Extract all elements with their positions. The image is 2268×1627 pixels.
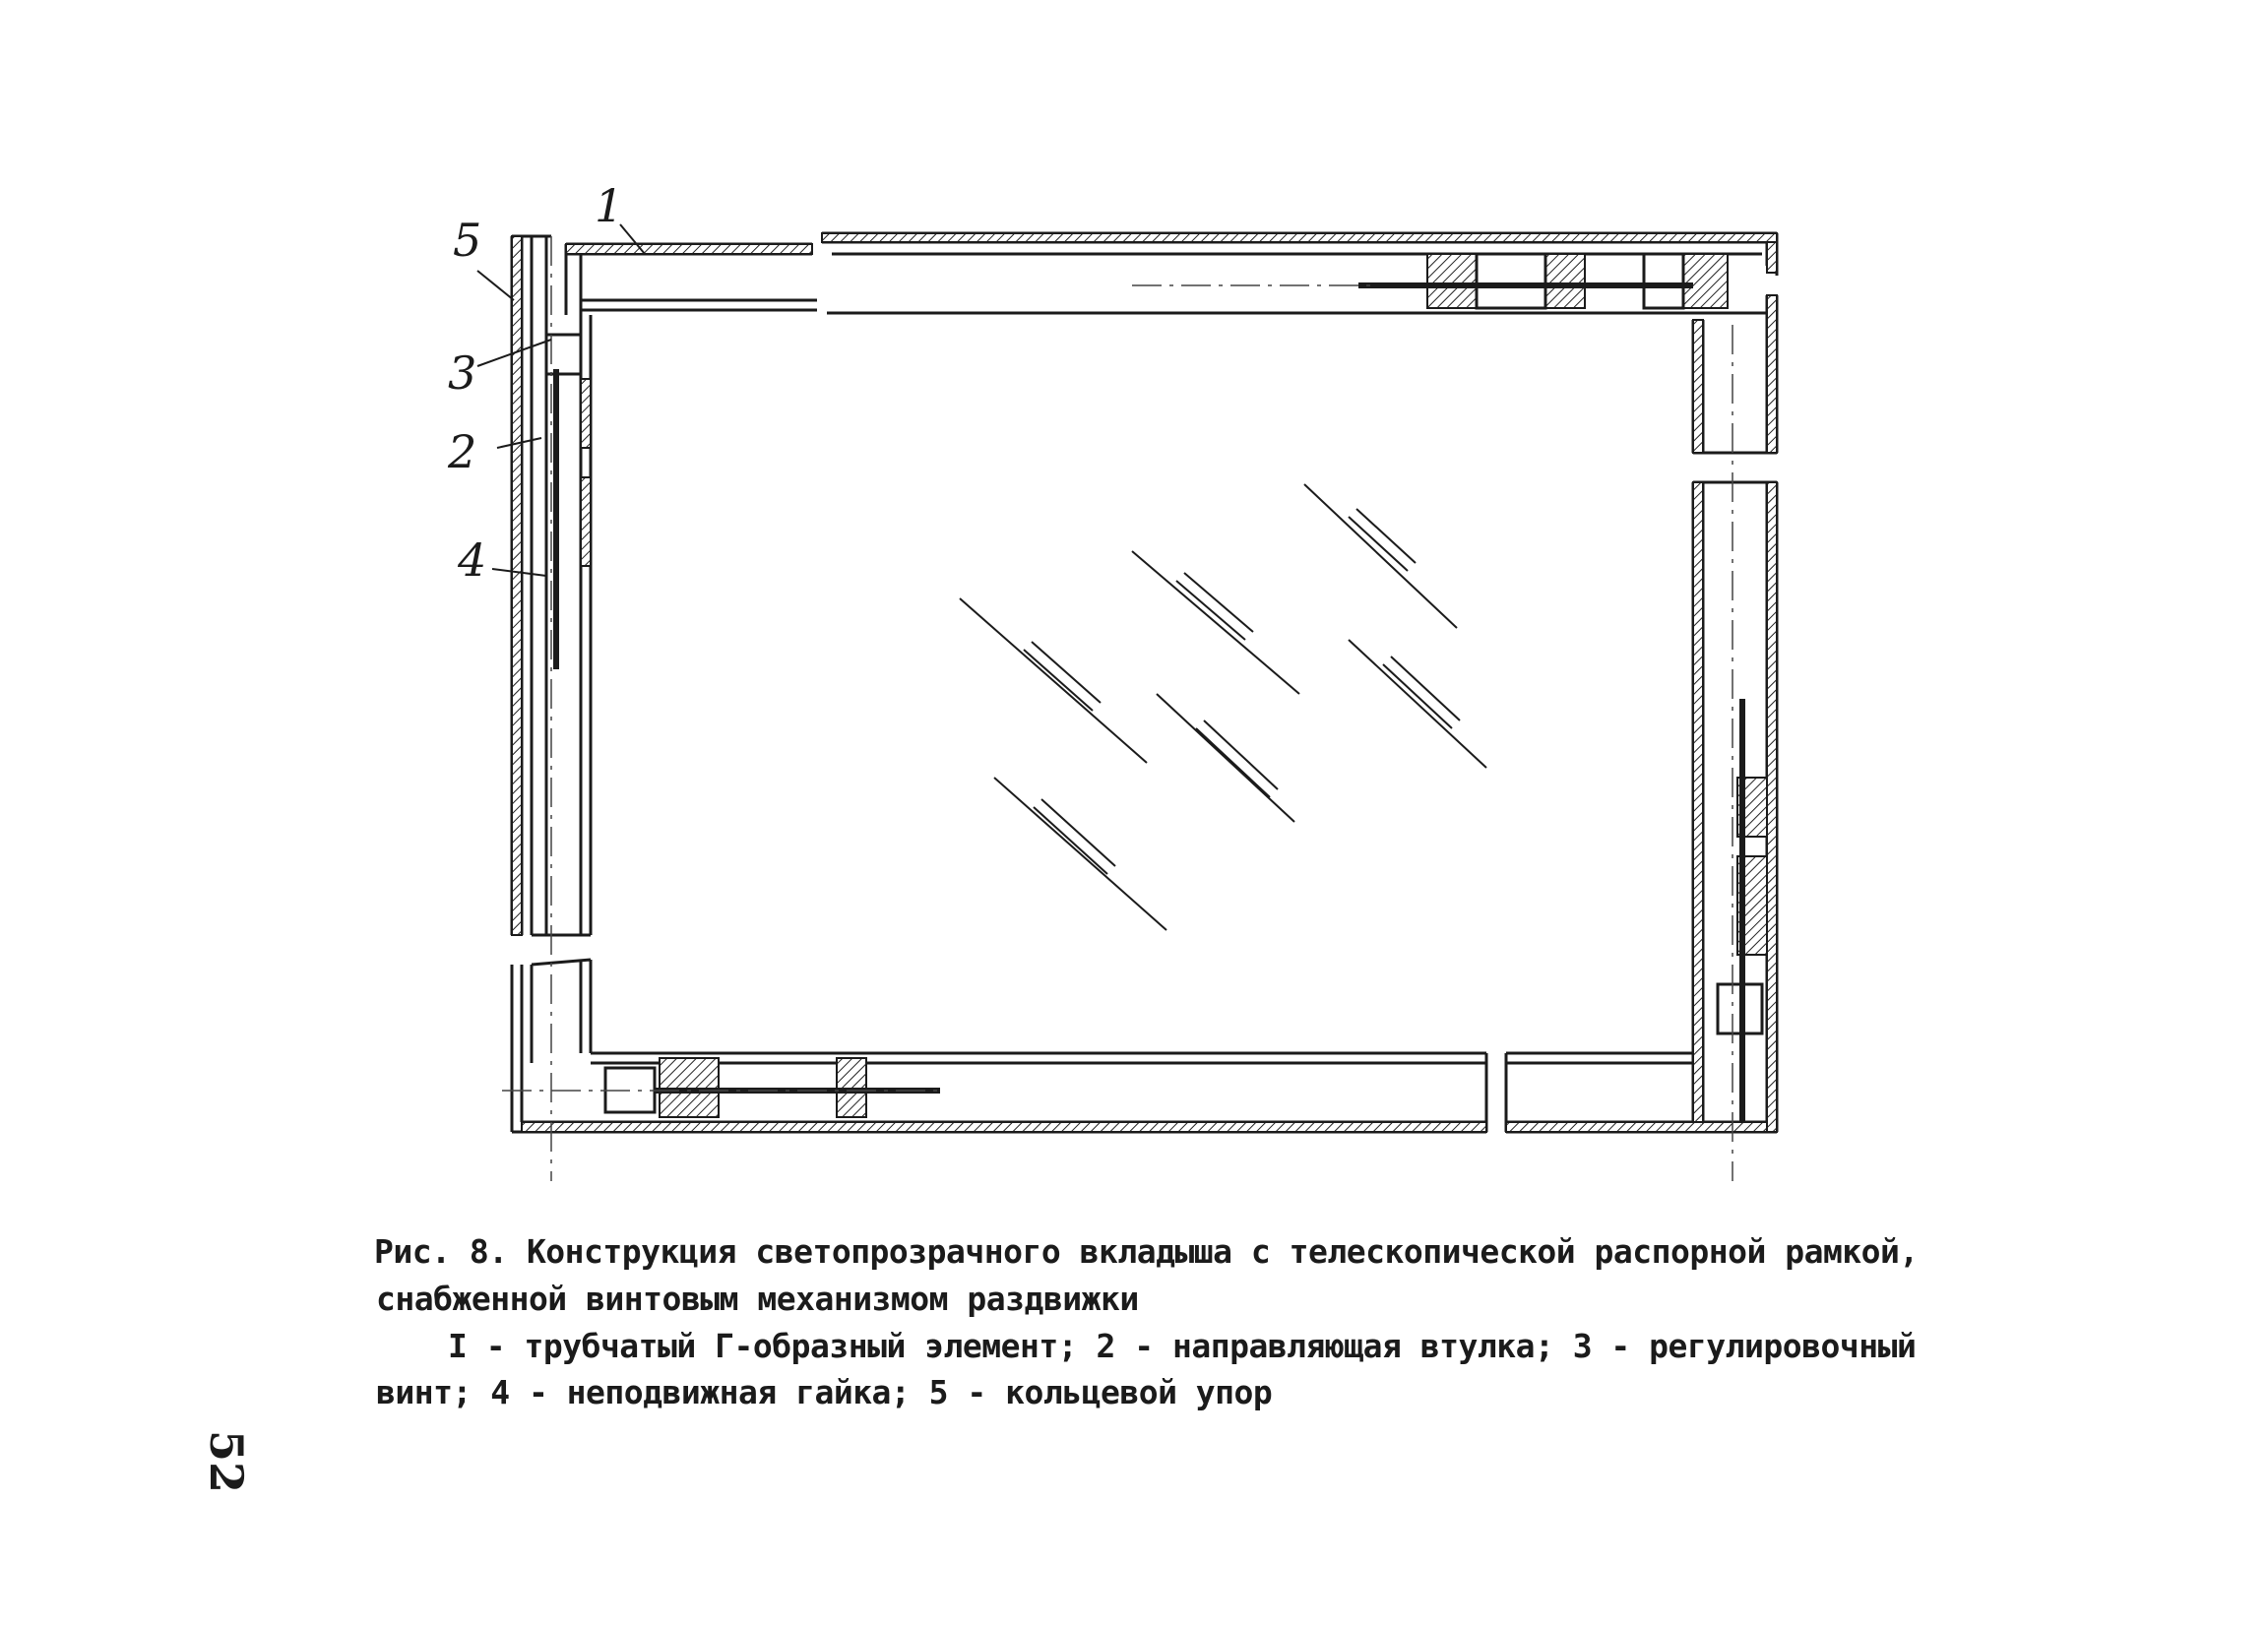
page-number: 52 bbox=[200, 1429, 254, 1494]
figure-caption-legend-1: I - трубчатый Г-образный элемент; 2 - направляющая втулка; 3 - регулировочный bbox=[448, 1327, 1917, 1365]
part-labels bbox=[447, 179, 623, 587]
label-2: 2 bbox=[448, 425, 477, 478]
leader-lines bbox=[477, 224, 645, 576]
screw-mechanisms bbox=[546, 254, 1762, 1122]
figure-caption-title-2: снабженной винтовым механизмом раздвижки bbox=[376, 1280, 1139, 1318]
glass-reflections bbox=[960, 484, 1486, 930]
hatched-sections bbox=[512, 233, 1777, 1132]
label-1: 1 bbox=[595, 179, 624, 232]
outer-frame bbox=[512, 233, 1777, 1132]
label-3: 3 bbox=[448, 346, 477, 400]
center-lines bbox=[502, 236, 1732, 1181]
label-4: 4 bbox=[458, 533, 487, 587]
label-5: 5 bbox=[453, 214, 482, 267]
figure-caption-legend-2: винт; 4 - неподвижная гайка; 5 - кольцевой упор bbox=[376, 1373, 1273, 1411]
figure-caption-title-1: Рис. 8. Конструкция светопрозрачного вкладыша с телескопической распорной рамкой, bbox=[374, 1232, 1919, 1271]
